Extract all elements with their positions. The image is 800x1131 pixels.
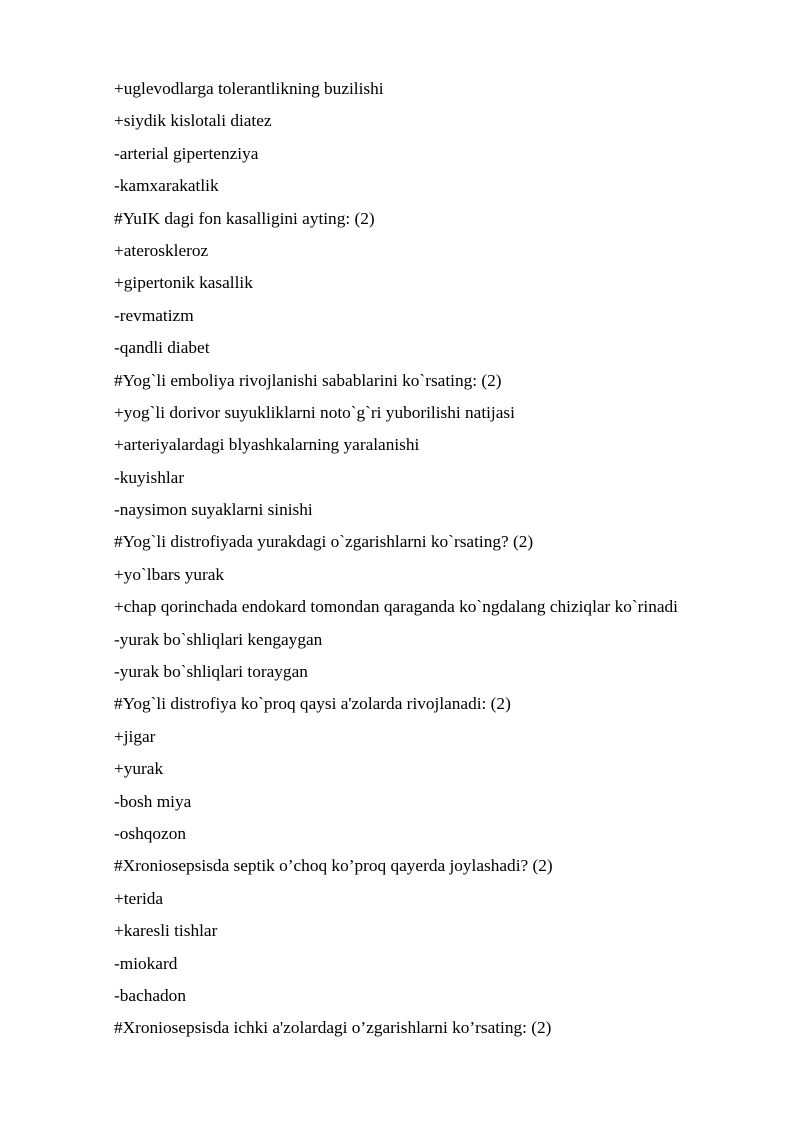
text-line: +chap qorinchada endokard tomondan qaraganda ko`ngdalang chiziqlar ko`rinadi (114, 597, 678, 617)
text-line: -naysimon suyaklarni sinishi (114, 500, 313, 520)
text-line: +yurak (114, 759, 164, 779)
text-lines (114, 76, 774, 1048)
text-line: +yog`li dorivor suyukliklarni noto`g`ri yuborilishi natijasi (114, 402, 515, 422)
text-line: -arterial gipertenziya (114, 143, 259, 163)
text-line: +uglevodlarga tolerantlikning buzilishi (114, 79, 384, 98)
text-line: -yurak bo`shliqlari toraygan (114, 662, 308, 682)
text-line: -bosh miya (114, 791, 192, 811)
text-line: -miokard (114, 953, 178, 973)
text-line: +gipertonik kasallik (114, 273, 253, 293)
text-line: +terida (114, 888, 164, 908)
text-line: -kamxarakatlik (114, 176, 219, 196)
text-line: +jigar (114, 726, 156, 746)
text-line: +siydik kislotali diatez (114, 111, 272, 131)
text-line: +ateroskleroz (114, 240, 209, 260)
question-line: #Xroniosepsisda septik o’choq ko’proq qayerda joylashadi? (2) (114, 856, 553, 876)
text-line: -kuyishlar (114, 467, 185, 487)
text-line: +karesli tishlar (114, 921, 218, 941)
question-line: #Yog`li distrofiyada yurakdagi o`zgarishlarni ko`rsating? (2) (114, 532, 534, 552)
text-line: +arteriyalardagi blyashkalarning yaralanishi (114, 435, 420, 455)
text-line: -yurak bo`shliqlari kengaygan (114, 629, 323, 649)
text-line: +yo`lbars yurak (114, 564, 225, 584)
text-line: -qandli diabet (114, 338, 210, 358)
text-line: -revmatizm (114, 305, 194, 325)
question-line: #Yog`li emboliya rivojlanishi sabablarini ko`rsating: (2) (114, 370, 502, 390)
text-line: -bachadon (114, 985, 186, 1005)
question-line: #YuIK dagi fon kasalligini ayting: (2) (114, 208, 375, 228)
text-line: -oshqozon (114, 823, 186, 843)
question-line: #Xroniosepsisda ichki a'zolardagi o’zgarishlarni ko’rsating: (2) (114, 1018, 552, 1038)
question-line: #Yog`li distrofiya ko`proq qaysi a'zolarda rivojlanadi: (2) (114, 694, 511, 714)
